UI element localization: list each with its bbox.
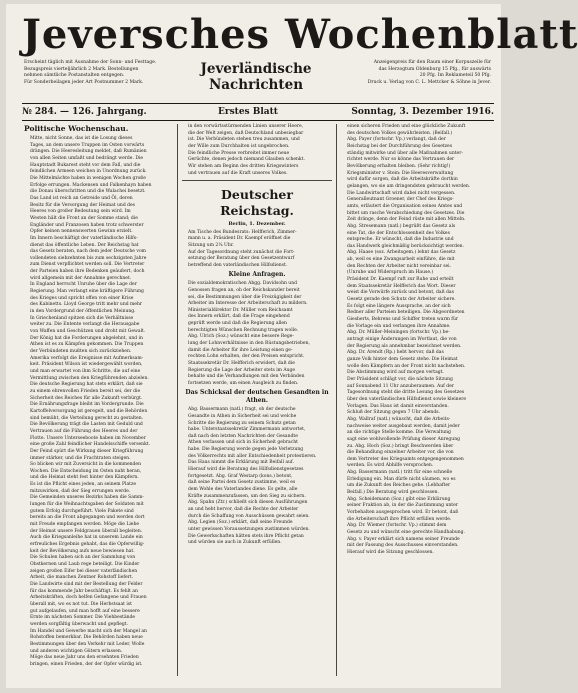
issue-date: Sonntag, 3. Dezember 1916. xyxy=(351,107,494,117)
text-line: durch die Schaffung von Ausschüssen gewahrt seien. xyxy=(188,513,310,519)
text-line: Redner aller Parteien beteiligen. Die Abgeordneten xyxy=(347,310,465,316)
text-line: In Griechenland spitzen sich die Verhältnisse xyxy=(30,315,134,321)
text-line: den Rechten der Arbeiter nicht vereinbar sei. xyxy=(347,263,452,269)
text-line: Amerika verfolgt die Ereignisse mit Aufmerksam- xyxy=(30,355,144,361)
text-line: gutem Erfolg durchgeführt. Viele Pakete sind xyxy=(30,508,134,514)
text-line: mit Freude empfangen werden. Möge die Liebe xyxy=(30,522,139,528)
text-line: mann u. a. Präsident Dr. Kaempf eröffnet die xyxy=(188,236,291,242)
text-line: des Völkerrechts mit aller Entschiedenheit protestieren. xyxy=(188,453,317,459)
text-line: das Gesetz beraten, nach dem jeder Deutsche vom xyxy=(30,249,146,255)
text-line: berechtigten Wünschen Rechnung tragen wolle. xyxy=(188,327,299,333)
text-line: Flotte. Unsere Unterseeboote haben im November xyxy=(30,435,146,441)
text-line: an und hebt hervor, daß die Rechte der Arbeiter xyxy=(188,507,299,513)
text-line: und anderen wichtigen Gütern erlassen. xyxy=(30,648,123,654)
text-line: weiter zu. Die Entente verlangt die Herausgabe xyxy=(30,322,140,328)
text-line: des deutschen Volkes gewährleisten. (Beifall.) xyxy=(347,130,453,136)
newspaper-page xyxy=(6,4,578,688)
text-line: ständig mitwirke und über alle Maßnahmen unter- xyxy=(347,150,463,156)
text-line: zum Dienst verpflichtet werden soll. Die Vertreter xyxy=(30,262,145,268)
text-line: die Behandlung einzelner Arbeiter vor, die von xyxy=(347,450,454,456)
text-line: Der Feind spürt die Wirkung dieser Kriegführung xyxy=(30,448,144,454)
text-line: In England herrscht Unruhe über die Lage der xyxy=(30,282,137,288)
text-line: Vorlagen. Das Haus ist damit einverstanden. xyxy=(347,403,449,409)
text-line: lung der Lohnverhältnisse in den Rüstungsbetrieben, xyxy=(188,341,310,347)
text-line: werden sorgfältig überwacht und gepflegt. xyxy=(30,621,129,627)
text-line: Gesetz gerade den Schutz der Arbeiter sichere. xyxy=(347,297,456,303)
text-line: Die Gemeinden unseres Bezirks haben die Samm- xyxy=(30,495,144,501)
text-line: Mitte, nicht Sonne, das ist die Losung dieses xyxy=(30,136,133,141)
text-line: Das Land ist reich an Getreide und Öl, deren xyxy=(30,195,133,201)
text-line: für das kommende Jahr beschäftigt. Es fehlt an xyxy=(30,588,138,594)
text-line: Abg. Haase (soz. Arbeitsgem.) lehnt das Gesetz xyxy=(347,250,456,256)
article-continuation xyxy=(182,124,332,177)
text-line: Abg. Wallraf (natl.) wünscht, daß die Arbeits- xyxy=(347,416,451,422)
text-line: die Arbeiterschaft ihre Pflicht erfüllen werde. xyxy=(347,516,452,522)
column-political-review xyxy=(24,124,174,678)
text-line: Die Schulen haben sich an der Sammlung von xyxy=(30,555,136,561)
text-line: Vertrauen auf die Führung des Heeres und der xyxy=(30,428,138,434)
text-line: Möge das neue Jahr uns den ersehnten Frieden xyxy=(30,655,139,661)
dateline xyxy=(22,105,494,119)
text-line: Abg. Stresemann (natl.) begrüßt das Gesetz als xyxy=(347,223,456,229)
text-line: Arbeiter im Interesse der Arbeiterschaft zu mildern. xyxy=(188,301,308,307)
text-line: Kräfte zusammenzufassen, um den Sieg zu sichern. xyxy=(188,493,306,499)
text-line: über den vaterländischen Hilfsdienst sowie kleinere xyxy=(347,396,467,402)
text-line: Die sozialdemokratischen Abgg. Davidsohn und xyxy=(188,281,297,287)
text-line: Tages, an dem unsere Truppen im Osten vorwärts xyxy=(30,142,145,148)
text-line: Bestimmungen über den Verkehr mit Leder, Wolle xyxy=(30,641,145,647)
text-line: erfreuliches Ergebnis gehabt, das die Opferwillig- xyxy=(30,542,145,548)
text-line: Abg. Ulrich (Soz.) wünscht eine bessere Rege- xyxy=(188,334,294,340)
text-line: drängen. Die Heeresleitung meldet, daß Rumänien xyxy=(30,149,147,155)
text-line: unter gewissen Voraussetzungen zustimmen würden. xyxy=(188,527,310,532)
text-line: ist. Die Verbündeten stehen treu zusammen, und xyxy=(188,137,300,143)
section-heading: Das Schicksal der deutschen Gesandten in Athen. xyxy=(185,389,329,405)
text-line: behalte und die Verhandlungen mit den Verbänden xyxy=(188,374,305,380)
text-line: Die Gewerkschaften hätten stets ihre Pflicht getan xyxy=(188,533,304,539)
text-line: zu einem ehrenvollen Frieden bereit sei, der die xyxy=(30,388,141,394)
text-line: immer stärker, und die Frachtraten steigen. xyxy=(30,455,131,461)
text-line: Die Landwirtschaft wird dabei nicht vergessen. xyxy=(347,190,456,196)
text-line: vollendeten siebzehnten bis zum sechzigsten Jahre xyxy=(30,255,147,261)
text-line: Erledigung ein. Man dürfe nicht säumen, wo es xyxy=(347,476,456,482)
text-line: sei, die Bestimmungen über die Freizügigkeit der xyxy=(188,294,302,300)
text-line: der Parteien haben ihre Bedenken geäußert, doch xyxy=(30,269,145,275)
advertising-info-line: das Herzogtum Oldenburg 15 Pfg., für auswärts xyxy=(378,66,491,72)
text-line: habe. Die Regierung werde gegen jede Verletzung xyxy=(188,447,304,453)
text-line: feindlichen Armeen weichen in Unordnung zurück. xyxy=(30,169,147,175)
text-line: wird allgemein mit der Annahme gerechnet. xyxy=(30,275,132,281)
text-line: ganze Volk hinter dem Gesetz stehe. Die Heimat xyxy=(347,356,458,362)
text-line: Gesetz zu und wünscht eine gerechte Handhabung. xyxy=(347,530,465,536)
text-line: Vermittlung zwischen den Kriegführenden abzielen. xyxy=(30,375,149,381)
text-line: Abg. Dr. Müller-Meiningen (fortschr. Vp.) be- xyxy=(347,330,450,336)
text-line: Zeit dränge, denn der Feind rüste mit allen Mitteln. xyxy=(347,217,466,223)
text-line: auf Sonnabend 11 Uhr anzuberaumen. Auf der xyxy=(347,383,454,389)
text-line: in den vorwärtsstürmenden Linien unserer Heere, xyxy=(188,124,304,129)
text-line: die der Welt zeigen, daß Deutschland unbesiegbar xyxy=(188,130,304,136)
text-line: wolle den Kämpfern an der Front nicht nachstehen. xyxy=(347,363,466,369)
text-line: antragt einige Änderungen im Wortlaut, die von xyxy=(347,337,457,342)
text-line: von Waffen und Geschützen und droht mit Gewalt. xyxy=(30,329,146,335)
text-line: Auch die Kriegsanleihe hat in unserem Lande ein xyxy=(30,535,143,541)
text-line: des Krieges und spricht offen von einer Krise xyxy=(30,295,134,301)
text-line: Wochen. Die Entscheidung im Osten naht heran, xyxy=(30,468,142,474)
text-line: werden. Es wird Abhilfe versprochen. xyxy=(347,463,434,469)
subscription-info-line: Für Sonderbeilagen jeder Art Postnummer 2 Mark. xyxy=(24,79,144,85)
text-line: betreffend den vaterländischen Hilfsdienst. xyxy=(188,263,288,269)
subscription-info-line: Bezugspreis vierteljährlich 2 Mark. Bestellungen xyxy=(24,66,139,72)
advertising-info-box xyxy=(339,60,491,86)
text-line: Heeres von großer Bedeutung sein wird. Im xyxy=(30,209,131,215)
text-line: Das Haus nimmt die Erklärung mit Beifall auf. xyxy=(188,460,294,466)
column-reichstag xyxy=(182,124,332,678)
text-line: fortsetzen werde, um einen Ausgleich zu finden. xyxy=(188,381,299,387)
article-body xyxy=(182,281,332,387)
text-line: weist die Vorwürfe zurück und betont, daß das xyxy=(347,290,454,296)
subtitle-block xyxy=(176,61,336,93)
text-line: überall mit, wo es not tut. Die Herbstsaat ist xyxy=(30,601,132,607)
text-line: Bevölkerung erhalten bleiben. (Sehr richtig!) xyxy=(347,163,451,169)
text-line: Im Innern beschäftigt der vaterländische Hilfs- xyxy=(30,235,138,241)
column-separator xyxy=(336,124,337,676)
text-line: Die deutsche Regierung hat stets erklärt, daß sie xyxy=(30,382,143,388)
text-line: setzung der Beratung über den Gesetzentwurf xyxy=(188,256,295,262)
text-line: die Vorlage ein und verlangen ihre Annahme. xyxy=(347,323,451,329)
text-line: der Regierung als annehmbar bezeichnet werden. xyxy=(347,343,462,349)
text-line: Ministerialdirektor Dr. Müller vom Reichsamt xyxy=(188,307,293,313)
text-line: und würden sie auch in Zukunft erfüllen. xyxy=(188,540,282,546)
text-line: Genossen fragen an, ob der Reichskanzler bereit xyxy=(188,287,300,293)
text-line: die Donau überschritten und die Walachei besetzt. xyxy=(30,189,146,195)
text-line: Abg. Bassermann (natl.) fragt, ob der deutsche xyxy=(188,407,296,413)
text-line: Staatssekretär Dr. Helfferich erwidert, daß die xyxy=(188,361,295,367)
text-line: Präsident Dr. Kaempf ruft zur Ruhe und erteilt xyxy=(347,277,454,283)
text-line: Besitz für die Versorgung der Heimat und des xyxy=(30,202,135,208)
text-line: eine Tat, die der Entschlossenheit des Volkes xyxy=(347,230,450,236)
sheet-label: Erstes Blatt xyxy=(218,107,278,117)
text-line: Die Ernährungsfrage bleibt im Vordergrunde. Die xyxy=(30,402,144,408)
text-line: an die richtige Stelle komme. Die Verwaltung xyxy=(347,430,451,436)
text-line: Hierauf wird die Beratung des Hilfsdienstgesetzes xyxy=(188,467,304,473)
text-line: Abg. Legien (Soz.) erklärt, daß seine Freunde xyxy=(188,520,293,526)
subscription-info-line: nehmen sämtliche Postanstalten entgegen. xyxy=(24,73,125,79)
subtitle-line: Jeverländische xyxy=(200,61,312,77)
text-line: bringen, einen Frieden, der der Opfer würdig ist. xyxy=(30,661,143,667)
text-line: Die Landwirte sind mit der Bestellung der Felder xyxy=(30,581,143,587)
text-line: Opfer keinen nennenswerten Gewinn erzielt. xyxy=(30,229,133,235)
text-line: Der König hat die Forderungen abgelehnt, und in xyxy=(30,335,143,341)
text-line: Sicherheit des Reiches für alle Zukunft verbürgt. xyxy=(30,395,143,401)
text-line: und vertrauen auf die Kraft unseres Volkes. xyxy=(188,170,288,176)
text-line: Abg. v. Payer erklärt sich namens seiner Freunde xyxy=(347,536,460,542)
article-body xyxy=(182,407,332,546)
text-line: Im Handel und Gewerbe macht sich der Mangel an xyxy=(30,628,147,634)
text-line: sind bemüht, die Verteilung gerecht zu gestalten. xyxy=(30,415,144,421)
text-line: So blicken wir mit Zuversicht in die kommenden xyxy=(30,462,141,468)
text-line: amts, erläutert die Organisation seines Amtes und xyxy=(347,203,463,209)
text-line: Kartoffelversorgung ist geregelt, und die Behörden xyxy=(30,408,148,414)
text-line: geprüft werde und daß die Regierung allen xyxy=(188,321,287,327)
text-line: Schritte die Regierung zu seinem Schutz getan xyxy=(188,420,296,426)
text-line: seiner Fraktion ab, in der die Zustimmung unter xyxy=(347,503,458,509)
text-line: gelangen, wo sie am dringendsten gebraucht werden. xyxy=(347,183,471,189)
text-line: Schluß der Sitzung gegen 7 Uhr abends. xyxy=(347,410,440,416)
text-line: der Wille zum Durchhalten ist ungebrochen. xyxy=(188,143,290,149)
text-line: Reichstag bei der Durchführung des Gesetzes xyxy=(347,143,453,149)
section-heading: Kleine Anfragen. xyxy=(228,271,286,279)
text-line: dem Vertreter des Kriegsamts entgegengenommen xyxy=(347,456,464,462)
text-line: Athen verlassen und sich in Sicherheit gebracht xyxy=(188,440,298,446)
article-heading: Deutscher Reichstag. xyxy=(220,186,294,218)
text-line: und die Heimat steht fest hinter den Kämpfern. xyxy=(30,475,139,481)
text-line: Generalleutnant Groener, der Chef des Kriegs- xyxy=(347,197,454,203)
column-separator xyxy=(177,124,178,676)
text-line: und man erwartet von ihm Schritte, die auf eine xyxy=(30,368,141,374)
text-line: Am Tische des Bundesrats: Helfferich, Zimmer- xyxy=(188,229,297,235)
text-line: fortgesetzt. Abg. Graf Westarp (kons.) betont, xyxy=(188,473,293,479)
text-line: Es ist die Pflicht eines jeden, an seinem Platze xyxy=(30,482,136,488)
text-line: habe. Unterstaatssekretär Zimmermann antwortet, xyxy=(188,427,306,433)
header-rule-bottom xyxy=(22,120,494,121)
text-line: Abg. Dr. Arendt (Rp.) hebt hervor, daß das xyxy=(347,350,444,356)
masthead-title: Jeversches Wochenblatt xyxy=(22,11,578,58)
text-line: mit der Fassung des Ausschusses einverstanden. xyxy=(347,543,459,549)
header-rule-top xyxy=(22,103,494,104)
text-line: des Kabinetts. Lloyd George tritt mehr und mehr xyxy=(30,302,143,308)
column-reichstag-continued xyxy=(341,124,491,678)
text-line: dienst das öffentliche Leben. Der Reichstag hat xyxy=(30,242,139,248)
text-line: zu. Abg. Hoch (Soz.) bringt Beschwerden über xyxy=(347,443,454,449)
text-line: in den Vordergrund der öffentlichen Meinung. xyxy=(30,309,136,315)
text-line: Regierung die Lage der Arbeiter stets im Auge xyxy=(188,367,296,373)
text-line: wird dafür sorgen, daß die Arbeitskräfte dorthin xyxy=(347,177,458,183)
text-line: daß nach den letzten Nachrichten der Gesandte xyxy=(188,433,298,439)
text-line: Arbeitskräften, doch helfen Gefangene und Frauen xyxy=(30,595,147,601)
subscription-info-line: Erscheint täglich mit Ausnahme der Sonn- und Festtage. xyxy=(24,60,157,65)
advertising-info-line: Anzeigenpreis für den Raum einer Korpuszeile für xyxy=(373,60,491,65)
text-line: entspreche. Er wünscht, daß die Industrie und xyxy=(347,237,454,243)
article-body xyxy=(182,230,332,269)
text-line: Vorbehalten ausgesprochen wird. Er betont, daß xyxy=(347,510,459,516)
text-line: Abg. Payer (fortschr. Vp.) verlangt, daß der xyxy=(347,137,446,143)
text-line: richtet werde. Nur so könne das Vertrauen der xyxy=(347,157,455,163)
text-line: Auf der Tagesordnung steht zunächst die Fort- xyxy=(188,249,295,255)
text-line: von allen Seiten umfaßt und bedrängt werde. Die xyxy=(30,155,144,161)
text-line: Wir stehen am Beginn des dritten Kriegswinters xyxy=(188,163,299,169)
text-line: Die Abstimmung wird auf morgen vertagt. xyxy=(347,370,444,376)
text-line: dem Wohle des Vaterlandes diene. Es gelte, alle xyxy=(188,487,298,493)
text-line: Hierauf wird die Sitzung geschlossen. xyxy=(347,550,434,555)
text-line: lungen für die Weihnachtsgaben der Soldaten mit xyxy=(30,502,144,508)
subscription-info-box xyxy=(24,60,171,86)
text-line: Der Präsident schlägt vor, die nächste Sitzung xyxy=(347,376,453,382)
text-line: Regierung. Man verlangt eine kräftigere Führung xyxy=(30,289,144,295)
text-line: einen sicheren Frieden und eine glückliche Zukunft xyxy=(347,124,466,129)
text-line: Abg. Bassermann (natl.) tritt für eine schnelle xyxy=(347,470,453,476)
text-line: Rohstoffen bemerkbar. Die Behörden haben neue xyxy=(30,635,143,641)
text-line: bittet um rasche Verabschiedung des Gesetzes. Die xyxy=(347,210,465,216)
text-line: das Handwerk gleichmäßig berücksichtigt werden. xyxy=(347,243,464,249)
issue-number: № 284. — 126. Jahrgang. xyxy=(22,107,147,117)
text-line: keit der Bevölkerung aufs neue bewiesen hat. xyxy=(30,548,135,554)
text-line: Erfolge errungen. Mackensen und Falkenhayn haben xyxy=(30,182,152,188)
text-line: Die feindliche Presse verbreitet immer neue xyxy=(188,150,290,156)
text-line: rechten Lohn erhalten, der den Preisen entspricht. xyxy=(188,354,305,360)
text-line: der Verbündeten mußten sich zurückziehen. xyxy=(30,349,132,354)
text-line: des Innern erklärt, daß die Frage eingehend xyxy=(188,314,290,320)
text-line: Athen ist es zu Kämpfen gekommen. Die Truppen xyxy=(30,342,144,348)
text-line: Gesandte in Athen in Sicherheit sei und welche xyxy=(188,413,297,419)
text-line: Abg. Dr. Wiemer (fortschr. Vp.) stimmt dem xyxy=(347,523,447,529)
text-line: nachweise weiter ausgebaut werden, damit jeder xyxy=(347,423,460,429)
advertising-info-line: Druck u. Verlag von C. L. Mettcker & Söhne in Jever. xyxy=(367,79,491,85)
article-heading: Politische Wochenschau. xyxy=(24,124,129,133)
text-line: keit. Präsident Wilson ist wiedergewählt worden, xyxy=(30,362,143,368)
subtitle-line: Nachrichten xyxy=(208,77,304,93)
text-line: Sitzung um 2¼ Uhr. xyxy=(188,243,234,249)
text-line: Abg. Scheidemann (Soz.) gibt eine Erklärung xyxy=(347,496,451,502)
text-line: der Heimat unsere Feldgrauen überall begleiten. xyxy=(30,528,143,534)
text-line: Engländer und Franzosen haben trotz schwerster xyxy=(30,222,144,228)
text-line: Obstkernen und Laub rege beteiligt. Die Kinder xyxy=(30,562,140,567)
text-line: um die Zukunft des Reiches gehe. (Lebhafter xyxy=(347,483,451,489)
text-line: damit die Arbeiter für ihre Leistung einen ge- xyxy=(188,347,293,353)
text-line: Abg. Spahn (Ztr.) schließt sich diesen Ausführungen xyxy=(188,500,308,506)
article-separator xyxy=(182,180,332,181)
text-line: Gerüchte, denen jedoch niemand Glauben schenkt. xyxy=(188,157,305,163)
text-line: Kriegsminister v. Stein: Die Heeresverwaltung xyxy=(347,170,454,176)
text-line: Giesberts, Behrens und Schiffer treten warm für xyxy=(347,317,459,323)
text-line: Beifall.) Die Beratung wird geschlossen. xyxy=(347,490,439,496)
text-line: ab, weil es eine Zwangsarbeit einführe, die mit xyxy=(347,257,455,263)
text-line: daß seine Partei dem Gesetz zustimme, weil es xyxy=(188,480,296,486)
text-line: Hauptstadt Bukarest steht vor dem Fall, und die xyxy=(30,162,141,168)
text-line: bereits an die Front abgegangen und werden dort xyxy=(30,515,145,521)
text-line: Es folgt eine längere Aussprache, an der sich xyxy=(347,303,451,309)
advertising-info-line: 20 Pfg. Im Reklameteil 50 Pfg. xyxy=(419,73,491,79)
text-line: Tagesordnung steht die dritte Lesung des Gesetzes xyxy=(347,390,465,396)
text-line: sagt eine wohlwollende Prüfung dieser Anregung xyxy=(347,436,460,442)
text-line: gut aufgelaufen, und man hofft auf eine bessere xyxy=(30,608,140,614)
text-line: Die Bevölkerung trägt die Lasten mit Geduld und xyxy=(30,422,143,428)
text-line: Ernte im nächsten Sommer. Die Viehbestände xyxy=(30,615,136,621)
sitting-dateline: Berlin, 1. Dezember. xyxy=(228,220,286,227)
text-line: Die Mittelmächte haben in wenigen Wochen große xyxy=(30,175,146,181)
text-line: Westen hält die Front an der Somme stand; die xyxy=(30,215,138,221)
text-line: (Unruhe und Widerspruch im Hause.) xyxy=(347,270,434,276)
text-line: eine große Zahl feindlicher Handelsschiffe versenkt. xyxy=(30,442,151,448)
text-line: dem Staatssekretär Helfferich das Wort. Dieser xyxy=(347,283,456,289)
text-line: Arbeit, die manchen Zentner Rohstoff liefert. xyxy=(30,575,134,581)
text-line: mitzuwirken, daß der Sieg errungen werde. xyxy=(30,488,131,494)
text-line: zeigen großen Eifer bei dieser vaterländischen xyxy=(30,568,138,574)
